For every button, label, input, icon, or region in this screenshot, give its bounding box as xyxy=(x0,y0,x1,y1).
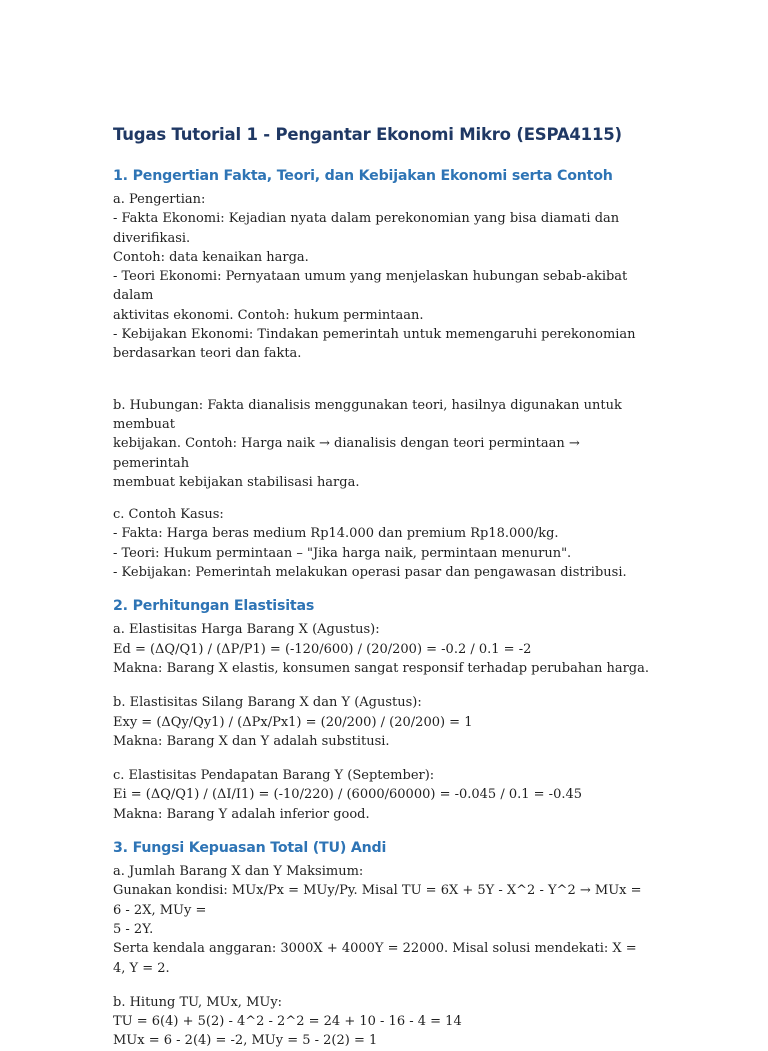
text-line: 5 - 2Y. xyxy=(113,921,154,937)
text-line: a. Pengertian: xyxy=(113,192,206,207)
text-line: Ei = (ΔQ/Q1) / (ΔI/I1) = (-10/220) / (6000/60000) = -0.045 / 0.1 = -0.45 xyxy=(113,787,583,803)
section-heading-1: 1. Pengertian Fakta, Teori, dan Kebijakan Ekonomi serta Contoh xyxy=(113,168,613,184)
text-line: c. Contoh Kasus: xyxy=(113,507,224,523)
paragraph-contoh-kasus xyxy=(113,505,653,582)
section-heading-3: 3. Fungsi Kepuasan Total (TU) Andi xyxy=(113,840,387,857)
text-line: a. Elastisitas Harga Barang X (Agustus): xyxy=(113,622,380,638)
text-line: b. Elastisitas Silang Barang X dan Y (Agustus): xyxy=(113,695,422,711)
section-heading-2: 2. Perhitungan Elastisitas xyxy=(113,598,315,615)
document-page xyxy=(113,124,653,1051)
text-line: TU = 6(4) + 5(2) - 4^2 - 2^2 = 24 + 10 - 16 - 4 = 14 xyxy=(113,1014,462,1030)
text-line: - Kebijakan: Pemerintah melakukan operasi pasar dan pengawasan distribusi. xyxy=(113,565,627,581)
paragraph-jumlah-barang xyxy=(113,862,653,978)
text-line: kebijakan. Contoh: Harga naik → dianalisis dengan teori permintaan → pemerintah xyxy=(113,436,580,471)
paragraph-elastisitas-silang xyxy=(113,693,653,751)
text-line: Ed = (ΔQ/Q1) / (ΔP/P1) = (-120/600) / (20/200) = -0.2 / 0.1 = -2 xyxy=(113,641,532,657)
paragraph-hubungan xyxy=(113,396,653,492)
paragraph-elastisitas-harga xyxy=(113,620,653,678)
text-line: membuat kebijakan stabilisasi harga. xyxy=(113,474,360,490)
text-line: b. Hitung TU, MUx, MUy: xyxy=(113,994,283,1010)
text-line: Contoh: data kenaikan harga. xyxy=(113,249,309,265)
paragraph-pengertian xyxy=(113,190,653,364)
text-line: b. Hubungan: Fakta dianalisis menggunakan teori, hasilnya digunakan untuk membuat xyxy=(113,397,622,432)
text-line: Exy = (ΔQy/Qy1) / (ΔPx/Px1) = (20/200) / (20/200) = 1 xyxy=(113,714,473,730)
paragraph-elastisitas-pendapatan xyxy=(113,766,653,824)
text-line: berdasarkan teori dan fakta. xyxy=(113,346,302,362)
text-line: c. Elastisitas Pendapatan Barang Y (September): xyxy=(113,768,435,784)
text-line: aktivitas ekonomi. Contoh: hukum permintaan. xyxy=(113,307,424,323)
text-line: Makna: Barang X dan Y adalah substitusi. xyxy=(113,733,390,749)
text-line: - Teori: Hukum permintaan – "Jika harga naik, permintaan menurun". xyxy=(113,545,572,561)
page-title: Tugas Tutorial 1 - Pengantar Ekonomi Mikro (ESPA4115) xyxy=(113,125,622,144)
text-line: - Fakta Ekonomi: Kejadian nyata dalam perekonomian yang bisa diamati dan diverifikasi. xyxy=(113,211,620,246)
text-line: - Teori Ekonomi: Pernyataan umum yang menjelaskan hubungan sebab-akibat dalam xyxy=(113,269,628,304)
text-line: a. Jumlah Barang X dan Y Maksimum: xyxy=(113,864,364,880)
text-line: MUx = 6 - 2(4) = -2, MUy = 5 - 2(2) = 1 xyxy=(113,1033,378,1049)
text-line: Makna: Barang X elastis, konsumen sangat responsif terhadap perubahan harga. xyxy=(113,660,650,676)
text-line: Gunakan kondisi: MUx/Px = MUy/Py. Misal TU = 6X + 5Y - X^2 - Y^2 → MUx = 6 - 2X, MUy = xyxy=(113,883,642,918)
text-line: - Fakta: Harga beras medium Rp14.000 dan premium Rp18.000/kg. xyxy=(113,526,559,542)
text-line: Makna: Barang Y adalah inferior good. xyxy=(113,806,370,822)
paragraph-hitung-tu xyxy=(113,993,653,1051)
text-line: Serta kendala anggaran: 3000X + 4000Y = 22000. Misal solusi mendekati: X = 4, Y = 2. xyxy=(113,941,637,976)
text-line: - Kebijakan Ekonomi: Tindakan pemerintah untuk memengaruhi perekonomian xyxy=(113,327,636,343)
